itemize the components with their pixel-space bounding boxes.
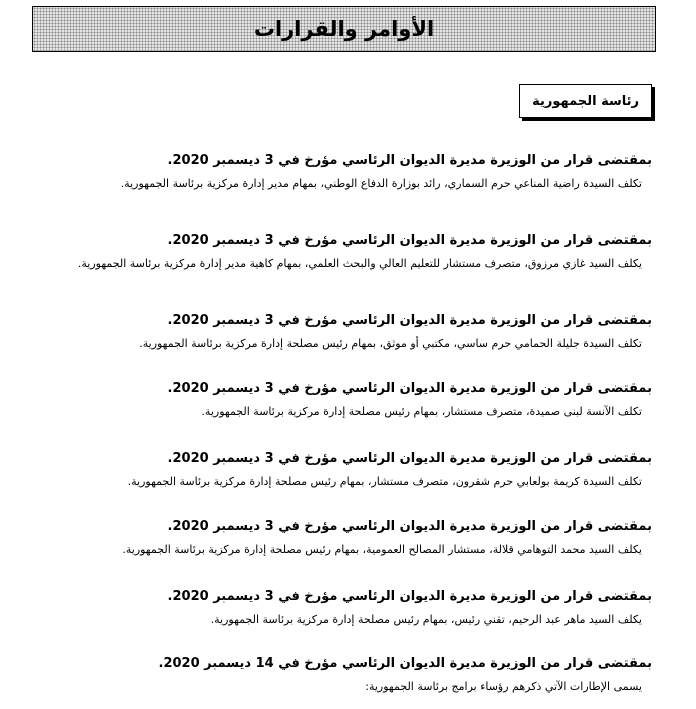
section-title: رئاسة الجمهورية: [532, 93, 639, 109]
decree-heading: بمقتضى قرار من الوزيرة مديرة الديوان الرئاسي مؤرخ في 3 ديسمبر 2020.: [167, 153, 652, 168]
decree-heading: بمقتضى قرار من الوزيرة مديرة الديوان الرئاسي مؤرخ في 3 ديسمبر 2020.: [167, 451, 652, 466]
decree-entry: [30, 518, 652, 558]
decree-heading: بمقتضى قرار من الوزيرة مديرة الديوان الرئاسي مؤرخ في 3 ديسمبر 2020.: [167, 233, 652, 248]
decree-heading: بمقتضى قرار من الوزيرة مديرة الديوان الرئاسي مؤرخ في 3 ديسمبر 2020.: [167, 313, 652, 328]
decree-body: يكلف السيد غازي مرزوق، متصرف مستشار للتعليم العالي والبحث العلمي، بمهام كاهية مدير إدارة مركزية برئاسة الجمهورية.: [77, 257, 642, 270]
page-title: الأوامر والقرارات: [253, 17, 435, 41]
decree-body: تكلف السيدة راضية المناعي حرم السماري، رائد بوزارة الدفاع الوطني، بمهام مدير إدارة مركزية برئاسة الجمهورية.: [120, 177, 642, 190]
decree-entry: [30, 380, 652, 420]
decree-entry: [30, 152, 652, 192]
decree-entry: [30, 450, 652, 490]
decree-body: تكلف السيدة كريمة بولعابي حرم شقرون، متصرف مستشار، بمهام رئيس مصلحة إدارة مركزية برئاسة الجمهورية.: [127, 475, 642, 488]
decree-body: تكلف السيدة جليلة الحمامي حرم ساسي، مكتبي أو موثق، بمهام رئيس مصلحة إدارة مركزية برئاسة الجمهورية.: [139, 337, 642, 350]
header-banner: [32, 6, 656, 52]
decree-heading: بمقتضى قرار من الوزيرة مديرة الديوان الرئاسي مؤرخ في 3 ديسمبر 2020.: [167, 519, 652, 534]
decree-body: تكلف الآنسة لبنى صميدة، متصرف مستشار، بمهام رئيس مصلحة إدارة مركزية برئاسة الجمهورية.: [201, 405, 642, 418]
section-title-box: [519, 84, 652, 118]
decree-body: يكلف السيد محمد التوهامي قلالة، مستشار المصالح العمومية، بمهام رئيس مصلحة إدارة مركزية برئاسة الجمهورية.: [122, 543, 642, 556]
decree-heading: بمقتضى قرار من الوزيرة مديرة الديوان الرئاسي مؤرخ في 3 ديسمبر 2020.: [167, 381, 652, 396]
decree-entry: [30, 655, 652, 695]
decree-entry: [30, 232, 652, 272]
decree-heading: بمقتضى قرار من الوزيرة مديرة الديوان الرئاسي مؤرخ في 14 ديسمبر 2020.: [158, 656, 652, 671]
decree-entry: [30, 588, 652, 628]
decree-body: يكلف السيد ماهر عبد الرحيم، تقني رئيس، بمهام رئيس مصلحة إدارة مركزية برئاسة الجمهورية.: [210, 613, 642, 626]
decree-entry: [30, 312, 652, 352]
decree-heading: بمقتضى قرار من الوزيرة مديرة الديوان الرئاسي مؤرخ في 3 ديسمبر 2020.: [167, 589, 652, 604]
decree-body: يسمى الإطارات الآتي ذكرهم رؤساء برامج برئاسة الجمهورية:: [365, 680, 642, 693]
